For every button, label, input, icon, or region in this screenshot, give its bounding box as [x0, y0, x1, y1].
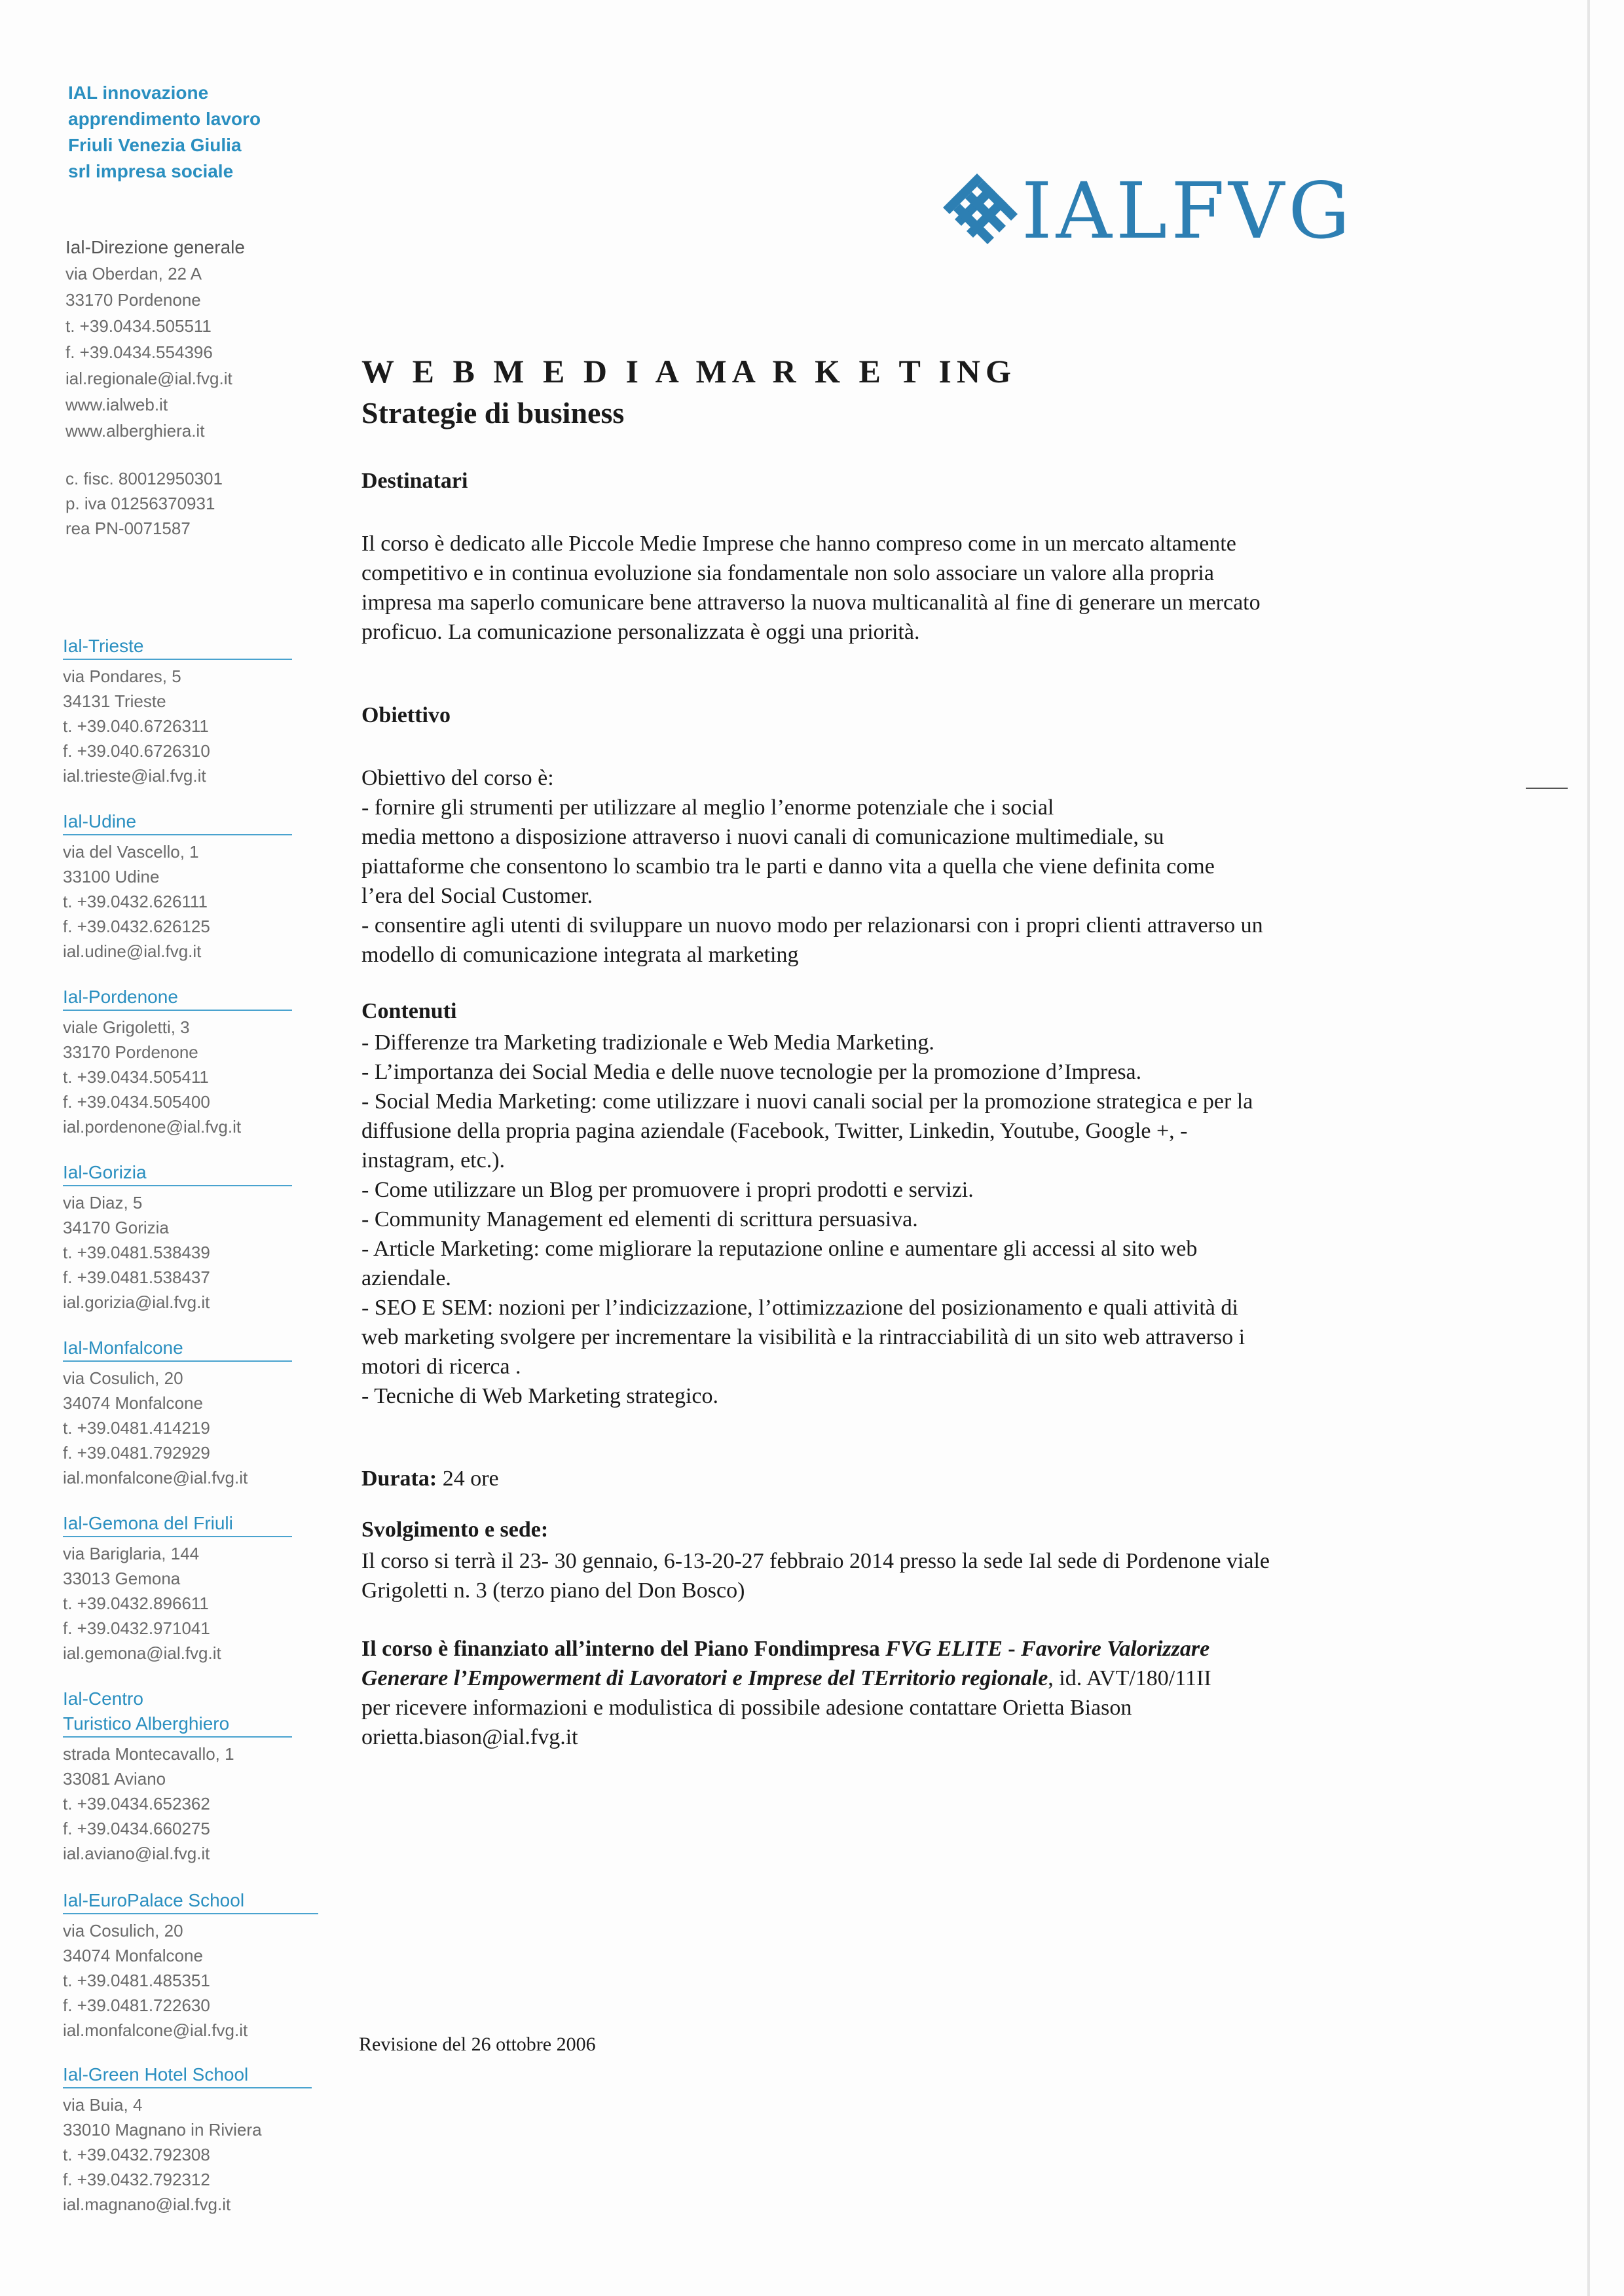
office-monfalcone — [63, 1336, 292, 1490]
fax-line: f. +39.0432.792312 — [63, 2170, 210, 2189]
website-line: www.alberghiera.it — [65, 421, 205, 441]
scan-mark — [1526, 788, 1568, 789]
durata-value: 24 ore — [437, 1467, 499, 1491]
office-magnano — [63, 2062, 312, 2217]
list-item: - Tecniche di Web Marketing strategico. — [361, 1384, 718, 1408]
office-europalace — [63, 1888, 318, 2043]
durata-label: Durata: — [361, 1467, 437, 1491]
vat-number: p. iva 01256370931 — [65, 494, 215, 513]
logo-wordmark: IALFVG — [1022, 166, 1354, 256]
email-line: ial.trieste@ial.fvg.it — [63, 766, 206, 786]
paragraph-line: l’era del Social Customer. — [361, 884, 593, 908]
paragraph-line: Il corso è dedicato alle Piccole Medie Imprese che hanno compreso come in un mercato altamente — [361, 532, 1236, 556]
office-name: Ial-Green Hotel School — [63, 2062, 312, 2088]
email-line: ial.magnano@ial.fvg.it — [63, 2195, 231, 2214]
svolgimento-paragraph — [361, 1546, 1270, 1605]
paragraph-line: piattaforme che consentono lo scambio tra le parti e danno vita a quella che viene definita come — [361, 854, 1215, 879]
address-line: 33013 Gemona — [63, 1569, 181, 1588]
list-item: web marketing svolgere per incrementare la visibilità e la rintracciabilità di un sito web attraverso i — [361, 1325, 1246, 1349]
tax-code: c. fisc. 80012950301 — [65, 469, 223, 488]
fax-line: f. +39.0481.538437 — [63, 1267, 210, 1287]
address-line: 33170 Pordenone — [63, 1042, 198, 1062]
list-item: diffusione della propria pagina aziendale (Facebook, Twitter, Linkedin, Youtube, Google +, - — [361, 1119, 1188, 1143]
office-name: Ial-EuroPalace School — [63, 1888, 318, 1914]
list-item: - Article Marketing: come migliorare la reputazione online e aumentare gli accessi al sito web — [361, 1237, 1198, 1261]
address-line: 33081 Aviano — [63, 1769, 166, 1789]
list-item: - Come utilizzare un Blog per promuovere i propri prodotti e servizi. — [361, 1178, 974, 1202]
head-office-block — [65, 234, 245, 444]
financing-plan-desc: Favorire Valorizzare — [1021, 1637, 1210, 1661]
financing-plan-name: FVG ELITE — [885, 1637, 1003, 1661]
page-edge-divider — [1587, 0, 1590, 2296]
section-heading-destinatari: Destinatari — [361, 469, 468, 493]
email-line: ial.pordenone@ial.fvg.it — [63, 1117, 242, 1137]
financing-plan-desc-2: Generare l’Empowerment di Lavoratori e Imprese del TErritorio regionale — [361, 1666, 1048, 1690]
office-name: Ial-Pordenone — [63, 985, 292, 1011]
office-name: Ial-Udine — [63, 809, 292, 835]
course-subtitle: Strategie di business — [361, 396, 625, 429]
office-name: Ial-Monfalcone — [63, 1336, 292, 1362]
section-heading-obiettivo: Obiettivo — [361, 703, 451, 727]
website-line: www.ialweb.it — [65, 395, 168, 414]
list-item: - Community Management ed elementi di scrittura persuasiva. — [361, 1207, 918, 1231]
list-item: - SEO E SEM: nozioni per l’indicizzazione, l’ottimizzazione del posizionamento e quali attività di — [361, 1296, 1238, 1320]
paragraph-line: impresa ma saperlo comunicare bene attraverso la nuova multicanalità al fine di generare un mercato — [361, 591, 1261, 615]
financing-id: , id. AVT/180/11II — [1048, 1666, 1211, 1690]
paragraph-line: proficuo. La comunicazione personalizzata è oggi una priorità. — [361, 620, 920, 644]
paragraph-line: - consentire agli utenti di sviluppare un nuovo modo per relazionarsi con i propri clienti attraverso un — [361, 913, 1263, 938]
phone-line: t. +39.0481.414219 — [63, 1418, 210, 1438]
paragraph-line: media mettono a disposizione attraverso i nuovi canali di comunicazione multimediale, su — [361, 825, 1164, 849]
office-udine — [63, 809, 292, 964]
address-line: via Diaz, 5 — [63, 1193, 143, 1212]
course-title: W E B M E D I A MA R K E T ING — [361, 353, 1016, 390]
fax-line: f. +39.0434.660275 — [63, 1819, 210, 1838]
address-line: 34170 Gorizia — [63, 1218, 169, 1237]
phone-line: t. +39.0481.538439 — [63, 1243, 210, 1262]
email-line: ial.gorizia@ial.fvg.it — [63, 1292, 210, 1312]
address-line: via del Vascello, 1 — [63, 842, 199, 862]
financing-paragraph — [361, 1634, 1211, 1752]
email-line: ial.aviano@ial.fvg.it — [63, 1844, 210, 1863]
office-name: Ial-Gemona del Friuli — [63, 1511, 292, 1537]
paragraph-line: Il corso si terrà il 23- 30 gennaio, 6-13-20-27 febbraio 2014 presso la sede Ial sede di Pordenone viale — [361, 1549, 1270, 1573]
section-heading-svolgimento: Svolgimento e sede: — [361, 1518, 549, 1542]
address-line: strada Montecavallo, 1 — [63, 1744, 234, 1764]
address-line: 33170 Pordenone — [65, 290, 201, 310]
head-office-title: Ial-Direzione generale — [65, 237, 245, 257]
phone-line: t. +39.0434.652362 — [63, 1794, 210, 1813]
paragraph-line: Grigoletti n. 3 (terzo piano del Don Bosco) — [361, 1578, 745, 1603]
address-line: 34074 Monfalcone — [63, 1946, 203, 1965]
section-heading-contenuti: Contenuti — [361, 999, 457, 1023]
list-item: aziendale. — [361, 1266, 451, 1290]
fax-line: f. +39.0434.554396 — [65, 342, 213, 362]
revision-footer: Revisione del 26 ottobre 2006 — [359, 2033, 596, 2055]
address-line: 34074 Monfalcone — [63, 1393, 203, 1413]
office-name: Ial-Gorizia — [63, 1160, 292, 1186]
org-line: IAL innovazione — [68, 82, 209, 103]
phone-line: t. +39.0432.896611 — [63, 1594, 209, 1613]
phone-line: t. +39.0434.505511 — [65, 316, 212, 336]
financing-intro: Il corso è finanziato all’interno del Piano Fondimpresa — [361, 1637, 886, 1661]
email-line: ial.udine@ial.fvg.it — [63, 941, 202, 961]
fax-line: f. +39.0432.626125 — [63, 917, 210, 936]
fax-line: f. +39.0481.722630 — [63, 1995, 210, 2015]
office-name-line2: Turistico Alberghiero — [63, 1711, 292, 1738]
phone-line: t. +39.0481.485351 — [63, 1971, 210, 1990]
list-item: - Differenze tra Marketing tradizionale e Web Media Marketing. — [361, 1030, 934, 1055]
office-name: Ial-Centro — [63, 1688, 143, 1709]
phone-line: t. +39.0434.505411 — [63, 1067, 209, 1087]
paragraph-line: Obiettivo del corso è: — [361, 766, 554, 790]
address-line: 33100 Udine — [63, 867, 160, 886]
address-line: via Cosulich, 20 — [63, 1921, 183, 1941]
fax-line: f. +39.0432.971041 — [63, 1618, 210, 1638]
fax-line: f. +39.0434.505400 — [63, 1092, 210, 1112]
financing-sep: - — [1002, 1637, 1022, 1661]
durata-line — [361, 1464, 499, 1493]
address-line: 33010 Magnano in Riviera — [63, 2120, 262, 2140]
email-line: ial.gemona@ial.fvg.it — [63, 1643, 221, 1663]
address-line: via Cosulich, 20 — [63, 1368, 183, 1388]
email-line: ial.monfalcone@ial.fvg.it — [63, 1468, 248, 1487]
address-line: via Buia, 4 — [63, 2095, 143, 2115]
address-line: 34131 Trieste — [63, 691, 166, 711]
list-item: motori di ricerca . — [361, 1355, 521, 1379]
org-line: Friuli Venezia Giulia — [68, 135, 242, 155]
phone-line: t. +39.0432.792308 — [63, 2145, 210, 2164]
list-item: - Social Media Marketing: come utilizzare i nuovi canali social per la promozione strategica e per la — [361, 1089, 1253, 1114]
org-line: srl impresa sociale — [68, 161, 234, 181]
phone-line: t. +39.0432.626111 — [63, 892, 208, 911]
office-trieste — [63, 634, 292, 788]
list-item: instagram, etc.). — [361, 1148, 506, 1173]
destinatari-paragraph — [361, 529, 1261, 647]
paragraph-line: per ricevere informazioni e modulistica di possibile adesione contattare Orietta Biason — [361, 1696, 1132, 1720]
address-line: via Pondares, 5 — [63, 666, 181, 686]
organization-name — [68, 80, 261, 185]
contenuti-list — [361, 1028, 1253, 1411]
address-line: via Oberdan, 22 A — [65, 264, 202, 283]
office-name: Ial-Trieste — [63, 634, 292, 660]
office-pordenone — [63, 985, 292, 1139]
contact-email: orietta.biason@ial.fvg.it — [361, 1725, 578, 1749]
office-aviano — [63, 1686, 292, 1866]
office-gorizia — [63, 1160, 292, 1315]
obiettivo-paragraph — [361, 763, 1263, 970]
tax-ids-block — [65, 466, 223, 541]
rea-number: rea PN-0071587 — [65, 519, 191, 538]
email-line: ial.monfalcone@ial.fvg.it — [63, 2020, 248, 2040]
phone-line: t. +39.040.6726311 — [63, 716, 209, 736]
paragraph-line: competitivo e in continua evoluzione sia fondamentale non solo associare un valore alla propria — [361, 561, 1214, 585]
email-line: ial.regionale@ial.fvg.it — [65, 369, 232, 388]
address-line: via Bariglaria, 144 — [63, 1544, 200, 1563]
fax-line: f. +39.040.6726310 — [63, 741, 210, 761]
office-gemona — [63, 1511, 292, 1666]
address-line: viale Grigoletti, 3 — [63, 1017, 190, 1037]
org-line: apprendimento lavoro — [68, 109, 261, 129]
paragraph-line: - fornire gli strumenti per utilizzare al meglio l’enorme potenziale che i social — [361, 795, 1054, 820]
fax-line: f. +39.0481.792929 — [63, 1443, 210, 1463]
list-item: - L’importanza dei Social Media e delle nuove tecnologie per la promozione d’Impresa. — [361, 1060, 1142, 1084]
paragraph-line: modello di comunicazione integrata al marketing — [361, 943, 799, 967]
